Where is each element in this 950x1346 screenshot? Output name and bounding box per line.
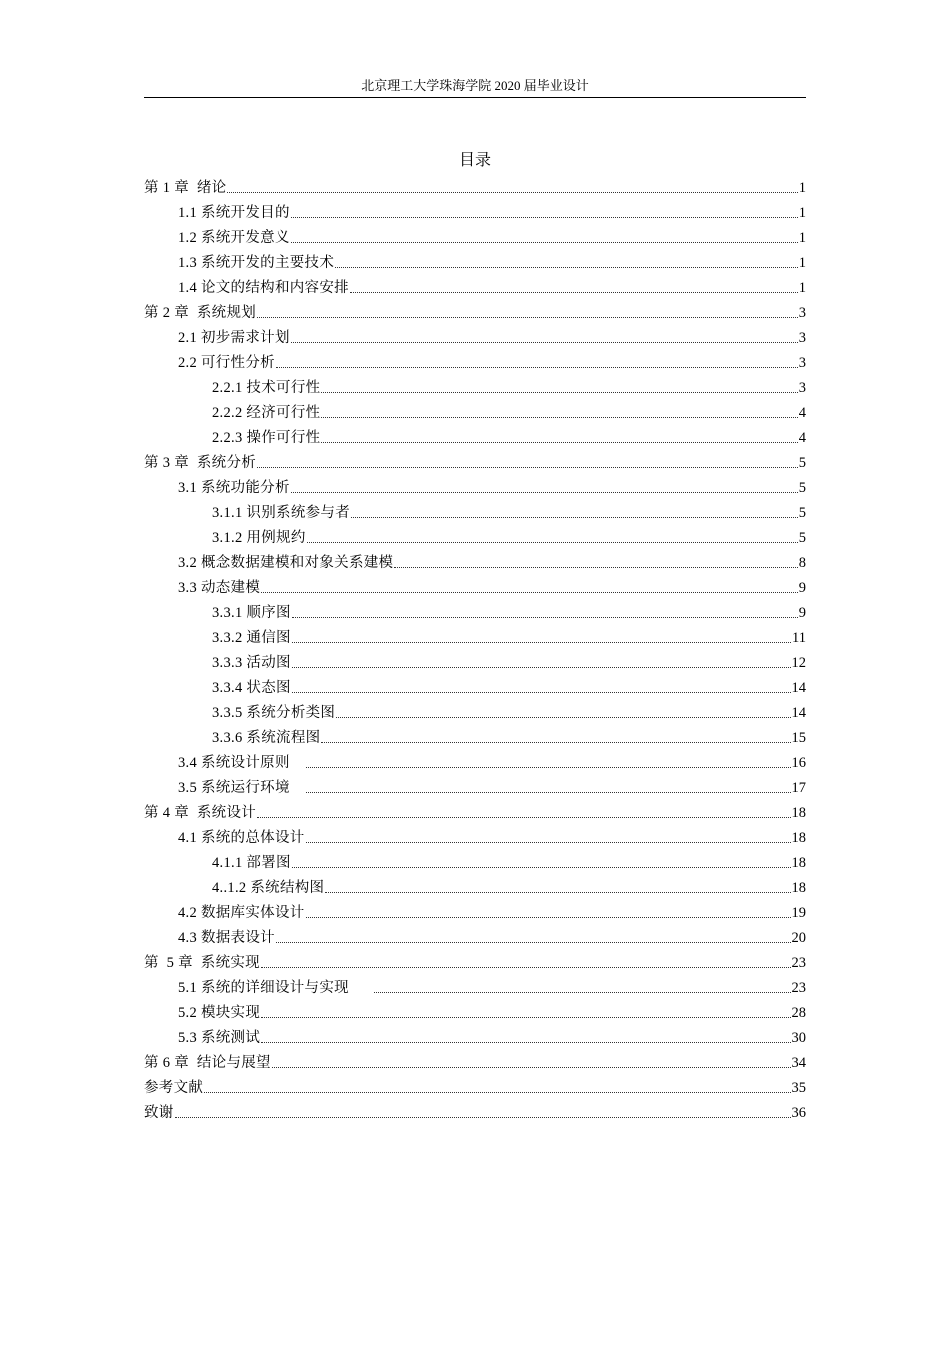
toc-entry[interactable] (144, 1098, 806, 1123)
toc-dot-leader (261, 1017, 790, 1018)
toc-entry[interactable] (144, 448, 806, 473)
toc-entry[interactable] (144, 573, 806, 598)
toc-entry-page-number: 3 (798, 330, 806, 346)
toc-entry-label: 4.2 数据库实体设计 (178, 905, 305, 921)
toc-entry[interactable] (144, 298, 806, 323)
toc-entry-page-number: 34 (791, 1055, 806, 1071)
toc-entry-page-number: 18 (791, 805, 806, 821)
toc-dot-leader (394, 567, 797, 568)
toc-dot-leader (204, 1092, 790, 1093)
toc-dot-leader (336, 717, 790, 718)
toc-entry-label: 3.3 动态建模 (178, 580, 261, 596)
toc-entry-label: 2.2 可行性分析 (178, 355, 275, 371)
toc-entry-page-number: 5 (798, 505, 806, 521)
toc-entry-page-number: 30 (791, 1030, 806, 1046)
toc-entry-page-number: 5 (798, 455, 806, 471)
toc-entry-label: 3.3.1 顺序图 (212, 605, 291, 621)
toc-entry[interactable] (144, 223, 806, 248)
toc-entry-page-number: 5 (798, 480, 806, 496)
toc-entry[interactable] (144, 423, 806, 448)
toc-entry[interactable] (144, 1073, 806, 1098)
toc-entry-label: 3.5 系统运行环境 (178, 780, 306, 796)
toc-dot-leader (306, 792, 790, 793)
toc-entry-label: 致谢 (144, 1105, 174, 1121)
toc-entry-page-number: 3 (798, 380, 806, 396)
toc-dot-leader (350, 292, 798, 293)
toc-entry-label: 2.2.2 经济可行性 (212, 405, 321, 421)
toc-entry-label: 4.1.1 部署图 (212, 855, 291, 871)
toc-entry-label: 3.1 系统功能分析 (178, 480, 290, 496)
toc-title: 目录 (458, 152, 491, 169)
toc-dot-leader (374, 992, 791, 993)
toc-dot-leader (175, 1117, 791, 1118)
toc-dot-leader (291, 492, 798, 493)
toc-entry-page-number: 5 (798, 530, 806, 546)
toc-entry-page-number: 9 (798, 580, 806, 596)
toc-entry-label: 第 1 章 绪论 (144, 180, 227, 196)
toc-dot-leader (276, 367, 798, 368)
toc-dot-leader (306, 917, 791, 918)
toc-entry-label: 4.1 系统的总体设计 (178, 830, 305, 846)
toc-entry-page-number: 9 (798, 605, 806, 621)
toc-entry-page-number: 35 (791, 1080, 806, 1096)
toc-entry-label: 1.3 系统开发的主要技术 (178, 255, 335, 271)
toc-entry[interactable] (144, 798, 806, 823)
toc-entry-page-number: 3 (798, 305, 806, 321)
toc-dot-leader (276, 942, 791, 943)
toc-entry[interactable] (144, 773, 806, 798)
toc-entry[interactable] (144, 848, 806, 873)
toc-dot-leader (306, 767, 790, 768)
toc-entry[interactable] (144, 523, 806, 548)
toc-entry-label: 3.1.2 用例规约 (212, 530, 306, 546)
toc-entry-label: 3.1.1 识别系统参与者 (212, 505, 351, 521)
toc-entry-page-number: 16 (791, 755, 806, 771)
header-divider (144, 97, 806, 98)
toc-entry-label: 2.1 初步需求计划 (178, 330, 290, 346)
toc-dot-leader (335, 267, 798, 268)
toc-dot-leader (291, 217, 798, 218)
toc-entry-page-number: 19 (791, 905, 806, 921)
toc-entry-label: 5.1 系统的详细设计与实现 (178, 980, 373, 996)
toc-entry-page-number: 14 (791, 705, 806, 721)
table-of-contents (144, 173, 806, 1123)
toc-entry[interactable] (144, 973, 806, 998)
toc-entry[interactable] (144, 673, 806, 698)
toc-dot-leader (321, 417, 797, 418)
toc-entry[interactable] (144, 548, 806, 573)
toc-dot-leader (292, 642, 791, 643)
toc-entry-label: 3.3.2 通信图 (212, 630, 291, 646)
toc-entry-page-number: 18 (791, 880, 806, 896)
toc-entry-page-number: 17 (791, 780, 806, 796)
toc-entry-page-number: 23 (791, 955, 806, 971)
toc-entry[interactable] (144, 1048, 806, 1073)
toc-entry-page-number: 36 (791, 1105, 806, 1121)
toc-entry[interactable] (144, 273, 806, 298)
toc-dot-leader (321, 442, 797, 443)
toc-entry-label: 3.3.5 系统分析类图 (212, 705, 336, 721)
toc-entry[interactable] (144, 498, 806, 523)
toc-dot-leader (307, 542, 798, 543)
toc-entry-page-number: 18 (791, 830, 806, 846)
toc-entry-page-number: 18 (791, 855, 806, 871)
toc-entry-page-number: 11 (792, 630, 806, 646)
toc-entry-label: 参考文献 (144, 1080, 204, 1096)
toc-entry-label: 2.2.1 技术可行性 (212, 380, 321, 396)
toc-entry[interactable] (144, 248, 806, 273)
toc-entry-label: 第 4 章 系统设计 (144, 805, 257, 821)
toc-dot-leader (261, 1042, 790, 1043)
toc-entry-page-number: 15 (791, 730, 806, 746)
toc-entry-label: 5.3 系统测试 (178, 1030, 261, 1046)
toc-entry[interactable] (144, 398, 806, 423)
toc-entry-label: 第 3 章 系统分析 (144, 455, 257, 471)
toc-entry-label: 3.3.4 状态图 (212, 680, 291, 696)
toc-dot-leader (351, 517, 798, 518)
toc-entry[interactable] (144, 698, 806, 723)
toc-entry[interactable] (144, 898, 806, 923)
toc-dot-leader (291, 242, 798, 243)
toc-entry-page-number: 1 (798, 230, 806, 246)
toc-entry-page-number: 1 (798, 180, 806, 196)
toc-entry-page-number: 20 (791, 930, 806, 946)
toc-entry[interactable] (144, 198, 806, 223)
toc-dot-leader (292, 867, 791, 868)
toc-entry[interactable] (144, 823, 806, 848)
toc-entry-label: 3.2 概念数据建模和对象关系建模 (178, 555, 394, 571)
toc-entry-page-number: 1 (798, 205, 806, 221)
toc-entry-label: 第 5 章 系统实现 (144, 955, 260, 971)
toc-entry-label: 3.3.6 系统流程图 (212, 730, 321, 746)
toc-entry[interactable] (144, 1023, 806, 1048)
toc-dot-leader (292, 692, 791, 693)
toc-entry[interactable] (144, 923, 806, 948)
toc-entry[interactable] (144, 348, 806, 373)
toc-dot-leader (257, 817, 790, 818)
toc-entry-page-number: 8 (798, 555, 806, 571)
toc-entry-page-number: 3 (798, 355, 806, 371)
toc-entry[interactable] (144, 723, 806, 748)
toc-entry[interactable] (144, 648, 806, 673)
toc-dot-leader (261, 967, 791, 968)
toc-dot-leader (292, 617, 798, 618)
toc-dot-leader (291, 342, 798, 343)
toc-entry-label: 1.2 系统开发意义 (178, 230, 290, 246)
toc-entry-label: 1.1 系统开发目的 (178, 205, 290, 221)
toc-dot-leader (261, 592, 798, 593)
toc-entry-label: 3.4 系统设计原则 (178, 755, 306, 771)
toc-entry-label: 第 6 章 结论与展望 (144, 1055, 271, 1071)
page-header: 北京理工大学珠海学院 2020 届毕业设计 (361, 78, 589, 93)
toc-entry-label: 3.3.3 活动图 (212, 655, 291, 671)
toc-entry-page-number: 4 (798, 430, 806, 446)
toc-dot-leader (321, 392, 797, 393)
toc-entry-page-number: 1 (798, 280, 806, 296)
toc-dot-leader (257, 317, 798, 318)
toc-dot-leader (306, 842, 791, 843)
toc-entry-label: 第 2 章 系统规划 (144, 305, 257, 321)
toc-dot-leader (227, 192, 797, 193)
toc-entry-page-number: 1 (798, 255, 806, 271)
toc-dot-leader (321, 742, 790, 743)
toc-entry-label: 5.2 模块实现 (178, 1005, 261, 1021)
toc-entry[interactable] (144, 373, 806, 398)
toc-entry-label: 4..1.2 系统结构图 (212, 880, 325, 896)
toc-entry[interactable] (144, 173, 806, 198)
toc-entry[interactable] (144, 473, 806, 498)
toc-entry[interactable] (144, 323, 806, 348)
toc-entry[interactable] (144, 623, 806, 648)
toc-entry-label: 1.4 论文的结构和内容安排 (178, 280, 349, 296)
toc-entry-page-number: 4 (798, 405, 806, 421)
toc-entry[interactable] (144, 598, 806, 623)
toc-entry[interactable] (144, 748, 806, 773)
toc-entry[interactable] (144, 998, 806, 1023)
toc-entry-label: 4.3 数据表设计 (178, 930, 275, 946)
toc-entry-page-number: 28 (791, 1005, 806, 1021)
toc-entry[interactable] (144, 948, 806, 973)
toc-entry-label: 2.2.3 操作可行性 (212, 430, 321, 446)
toc-entry[interactable] (144, 873, 806, 898)
toc-entry-page-number: 12 (791, 655, 806, 671)
toc-dot-leader (292, 667, 791, 668)
toc-entry-page-number: 14 (791, 680, 806, 696)
toc-dot-leader (272, 1067, 791, 1068)
toc-dot-leader (257, 467, 798, 468)
toc-entry-page-number: 23 (791, 980, 806, 996)
toc-dot-leader (325, 892, 790, 893)
